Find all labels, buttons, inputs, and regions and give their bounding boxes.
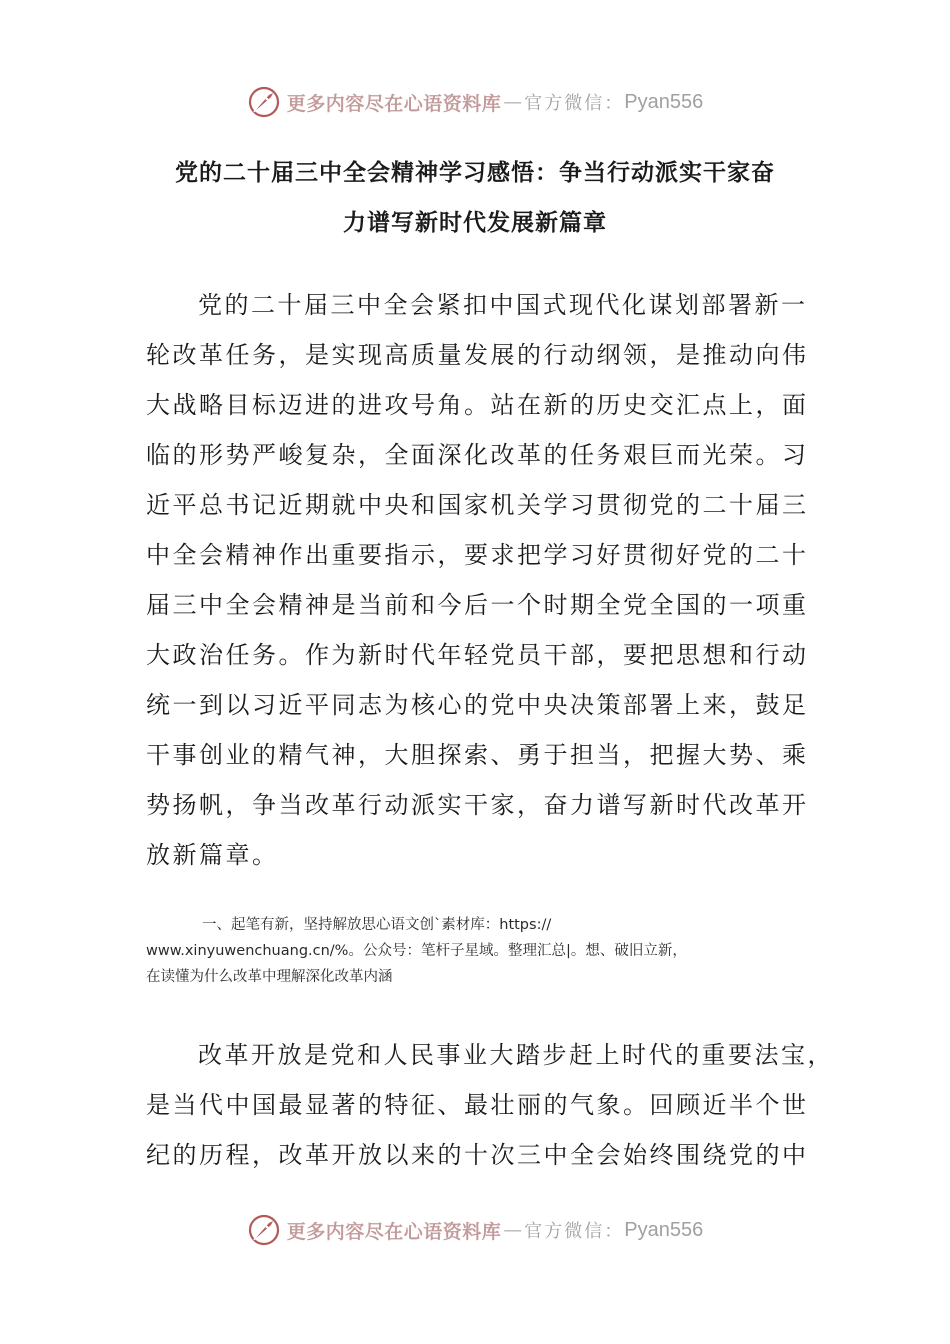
- pen-nib-circle-icon: [247, 1213, 281, 1247]
- footer-watermark-banner: [0, 1210, 950, 1250]
- text-line: 是当代中国最显著的特征、最壮丽的气象。回顾近半个世: [146, 1091, 809, 1119]
- text-line: 干事创业的精气神，大胆探索、勇于担当，把握大势、乘: [146, 741, 809, 769]
- document-title: [130, 148, 820, 248]
- text-line: 大战略目标迈进的进攻号角。站在新的历史交汇点上，面: [146, 391, 809, 419]
- body-paragraph-2: [146, 1030, 834, 1180]
- text-line: 大政治任务。作为新时代年轻党员干部，要把思想和行动: [146, 641, 809, 669]
- banner-dash: —: [503, 91, 523, 113]
- section-heading-1: [146, 912, 816, 990]
- banner-wechat-id: Pyan556: [624, 1218, 704, 1241]
- banner-official-label: 官方微信：: [524, 1221, 625, 1242]
- text-line: 放新篇章。: [146, 841, 279, 869]
- banner-official-label: 官方微信：: [524, 93, 625, 114]
- text-line: 改革开放是党和人民事业大踏步赶上时代的重要法宝，: [198, 1041, 834, 1069]
- text-line: 届三中全会精神是当前和今后一个时期全党全国的一项重: [146, 591, 809, 619]
- text-line: 临的形势严峻复杂，全面深化改革的任务艰巨而光荣。习: [146, 441, 809, 469]
- text-line: 势扬帆，争当改革行动派实干家，奋力谱写新时代改革开: [146, 791, 809, 819]
- body-paragraph-1: [146, 280, 809, 880]
- text-line: 纪的历程，改革开放以来的十次三中全会始终围绕党的中: [146, 1141, 809, 1169]
- pen-nib-circle-icon: [247, 85, 281, 119]
- text-line: 党的二十届三中全会紧扣中国式现代化谋划部署新一: [198, 291, 808, 319]
- banner-main-text: 更多内容尽在心语资料库: [286, 1220, 502, 1243]
- heading-line: 一、起笔有新，坚持解放思心语文创`素材库：https://: [202, 917, 552, 933]
- banner-main-text: 更多内容尽在心语资料库: [286, 92, 502, 115]
- heading-line: www.xinyuwenchuang.cn/%。公众号：笔杆子星域。整理汇总|。想、破旧立新，: [146, 943, 687, 959]
- heading-line: 在读懂为什么改革中理解深化改革内涵: [146, 969, 393, 985]
- header-watermark-banner: [0, 82, 950, 122]
- text-line: 中全会精神作出重要指示，要求把学习好贯彻好党的二十: [146, 541, 809, 569]
- banner-wechat-id: Pyan556: [624, 90, 704, 113]
- text-line: 近平总书记近期就中央和国家机关学习贯彻党的二十届三: [146, 491, 809, 519]
- title-line-2: 力谱写新时代发展新篇章: [343, 210, 607, 236]
- title-line-1: 党的二十届三中全会精神学习感悟：争当行动派实干家奋: [175, 160, 775, 186]
- text-line: 统一到以习近平同志为核心的党中央决策部署上来，鼓足: [146, 691, 809, 719]
- text-line: 轮改革任务，是实现高质量发展的行动纲领，是推动向伟: [146, 341, 809, 369]
- banner-dash: —: [503, 1219, 523, 1241]
